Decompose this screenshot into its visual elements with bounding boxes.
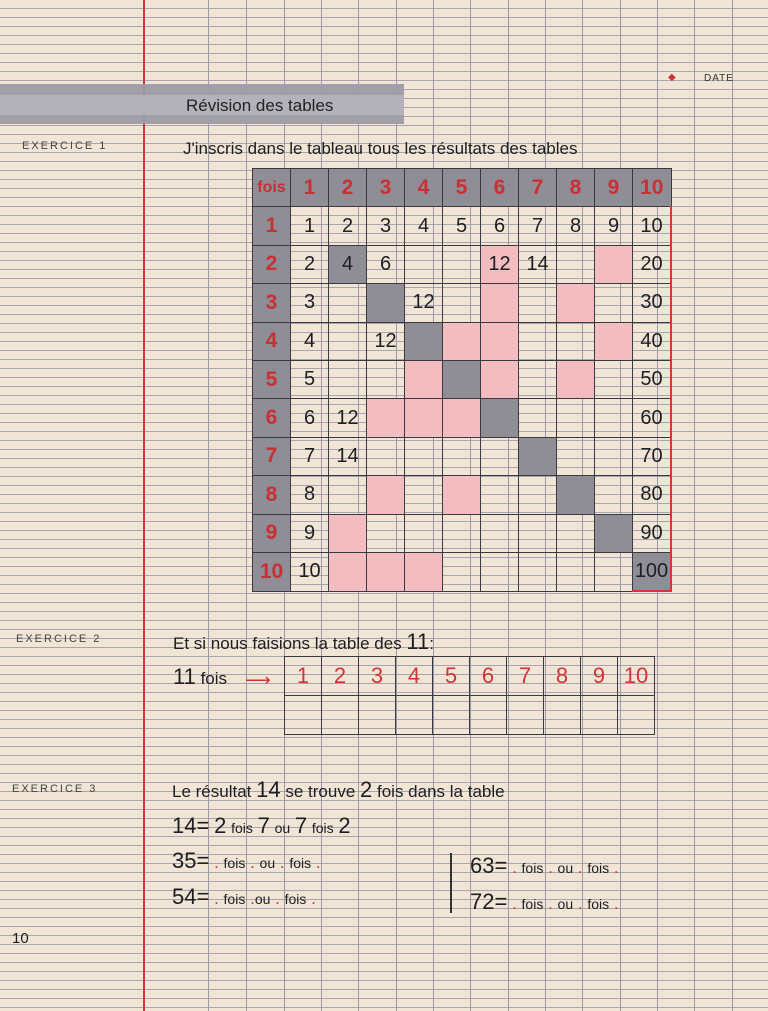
grid-cell[interactable] — [443, 284, 481, 322]
grid-cell[interactable] — [557, 322, 595, 360]
grid-cell[interactable] — [367, 514, 405, 552]
separator-bar — [450, 853, 452, 913]
grid-row-header: 8 — [253, 476, 291, 514]
grid-cell[interactable]: 5 — [291, 360, 329, 398]
grid-cell[interactable] — [519, 514, 557, 552]
grid-cell[interactable] — [481, 552, 519, 591]
grid-cell[interactable] — [481, 322, 519, 360]
item-number: 54 — [172, 884, 197, 909]
grid-cell[interactable] — [595, 437, 633, 475]
grid-cell[interactable]: 12 — [481, 245, 519, 283]
grid-cell[interactable]: 8 — [557, 207, 595, 245]
t11-answer-cell[interactable] — [322, 696, 359, 735]
t11-answer-cell[interactable] — [470, 696, 507, 735]
blank-dot[interactable]: . — [214, 889, 219, 908]
grid-cell[interactable] — [329, 284, 367, 322]
grid-cell[interactable] — [557, 399, 595, 437]
grid-cell[interactable] — [481, 437, 519, 475]
grid-cell[interactable] — [329, 514, 367, 552]
grid-cell[interactable] — [405, 399, 443, 437]
example-result: 14 — [172, 813, 197, 838]
blank-dot[interactable]: . — [311, 889, 316, 908]
grid-cell[interactable]: 3 — [291, 284, 329, 322]
page-title: Révision des tables — [186, 96, 334, 115]
grid-cell[interactable] — [519, 552, 557, 591]
grid-cell[interactable] — [557, 284, 595, 322]
grid-cell[interactable]: 40 — [633, 322, 672, 360]
grid-cell[interactable] — [405, 437, 443, 475]
exercise-1-instruction: J'inscris dans le tableau tous les résultats des tables — [183, 139, 578, 158]
grid-cell[interactable] — [443, 514, 481, 552]
grid-cell[interactable]: 100 — [633, 552, 672, 591]
item-ou: ou — [254, 891, 271, 907]
line1-text-b: se trouve — [285, 782, 356, 801]
grid-cell[interactable] — [367, 284, 405, 322]
grid-col-header: 3 — [367, 169, 405, 207]
exercise-3-line-1 — [172, 777, 505, 803]
grid-cell[interactable]: 30 — [633, 284, 672, 322]
blank-dot[interactable]: . — [577, 894, 583, 913]
example-equals: = — [196, 813, 210, 838]
grid-cell[interactable] — [443, 552, 481, 591]
grid-cell[interactable] — [595, 245, 633, 283]
grid-row — [253, 360, 672, 398]
item-equals: = — [196, 884, 210, 909]
blank-dot[interactable]: . — [577, 858, 583, 877]
blank-dot[interactable]: . — [315, 853, 321, 872]
grid-cell[interactable] — [595, 322, 633, 360]
grid-row-header: 5 — [253, 360, 291, 398]
t11-header-cell: 5 — [433, 657, 470, 696]
grid-cell[interactable] — [519, 322, 557, 360]
multiplication-grid — [252, 168, 672, 592]
blank-dot[interactable]: . — [548, 858, 553, 877]
grid-cell[interactable]: 10 — [291, 552, 329, 591]
grid-cell[interactable] — [367, 437, 405, 475]
t11-header-cell: 7 — [507, 657, 544, 696]
grid-cell[interactable]: 12 — [405, 284, 443, 322]
grid-cell[interactable] — [481, 514, 519, 552]
line1-number-14: 14 — [256, 777, 281, 802]
grid-row-header: 10 — [253, 552, 291, 591]
grid-cell[interactable] — [405, 322, 443, 360]
blank-dot[interactable]: . — [214, 853, 219, 872]
grid-cell[interactable]: 8 — [291, 476, 329, 514]
line1-number-2: 2 — [360, 777, 373, 802]
grid-col-header: 6 — [481, 169, 519, 207]
item-fois: fois — [587, 896, 610, 912]
item-fois: fois — [223, 891, 246, 907]
grid-col-header: 8 — [557, 169, 595, 207]
item-number: 35 — [172, 848, 197, 873]
blank-dot[interactable]: . — [279, 853, 285, 872]
exercise-item-63 — [470, 853, 619, 879]
example-factor-a: 2 — [214, 813, 227, 838]
row-label-word: fois — [200, 669, 228, 688]
grid-cell[interactable]: 20 — [633, 245, 672, 283]
instruction-colon: : — [429, 634, 434, 653]
grid-cell[interactable] — [557, 476, 595, 514]
right-arrow-icon: ⟶ — [245, 670, 271, 690]
grid-cell[interactable] — [443, 437, 481, 475]
grid-row — [253, 552, 672, 591]
grid-row — [253, 284, 672, 322]
grid-cell[interactable] — [557, 437, 595, 475]
grid-cell[interactable] — [405, 476, 443, 514]
grid-cell[interactable]: 3 — [367, 207, 405, 245]
grid-cell[interactable] — [405, 552, 443, 591]
exercise-item-35 — [172, 848, 321, 874]
item-ou: ou — [259, 855, 276, 871]
grid-cell[interactable] — [443, 360, 481, 398]
exercise-3-example — [172, 813, 351, 839]
grid-cell[interactable] — [405, 514, 443, 552]
blank-dot[interactable]: . — [613, 894, 619, 913]
item-equals: = — [494, 889, 508, 914]
grid-cell[interactable]: 7 — [291, 437, 329, 475]
t11-header-cell: 10 — [618, 657, 655, 696]
grid-cell[interactable]: 6 — [367, 245, 405, 283]
example-fois-2: fois — [311, 820, 334, 836]
grid-row — [253, 514, 672, 552]
grid-cell[interactable] — [443, 322, 481, 360]
grid-row-header: 3 — [253, 284, 291, 322]
item-fois: fois — [521, 896, 544, 912]
grid-cell[interactable]: 9 — [595, 207, 633, 245]
grid-cell[interactable] — [557, 552, 595, 591]
grid-row-header: 6 — [253, 399, 291, 437]
grid-cell[interactable]: 60 — [633, 399, 672, 437]
grid-row-header: 1 — [253, 207, 291, 245]
grid-cell[interactable] — [329, 552, 367, 591]
t11-answer-cell[interactable] — [581, 696, 618, 735]
grid-cell[interactable]: 14 — [329, 437, 367, 475]
date-label: DATE — [704, 73, 734, 84]
blank-dot[interactable]: . — [548, 894, 553, 913]
grid-cell[interactable]: 1 — [291, 207, 329, 245]
grid-cell[interactable] — [329, 322, 367, 360]
grid-cell[interactable]: 90 — [633, 514, 672, 552]
grid-col-header: 7 — [519, 169, 557, 207]
grid-row — [253, 245, 672, 283]
grid-cell[interactable] — [329, 476, 367, 514]
instruction-text: Et si nous faisions la table des — [173, 634, 402, 653]
example-factor-c: 7 — [294, 813, 308, 838]
grid-cell[interactable] — [367, 399, 405, 437]
t11-header-cell: 3 — [359, 657, 396, 696]
grid-cell[interactable]: 14 — [519, 245, 557, 283]
grid-cell[interactable]: 5 — [443, 207, 481, 245]
t11-header-cell: 4 — [396, 657, 433, 696]
t11-header-cell: 2 — [322, 657, 359, 696]
grid-cell[interactable] — [443, 399, 481, 437]
grid-cell[interactable] — [329, 360, 367, 398]
t11-header-cell: 8 — [544, 657, 581, 696]
t11-answer-cell[interactable] — [507, 696, 544, 735]
grid-row — [253, 476, 672, 514]
line1-text-a: Le résultat — [172, 782, 252, 801]
margin-line — [143, 0, 145, 1011]
grid-cell[interactable] — [595, 360, 633, 398]
grid-row — [253, 437, 672, 475]
line1-text-c: fois dans la table — [377, 782, 505, 801]
grid-cell[interactable] — [481, 476, 519, 514]
t11-header-cell: 1 — [285, 657, 322, 696]
grid-col-header: 4 — [405, 169, 443, 207]
exercise-1-label: EXERCICE 1 — [22, 140, 108, 152]
grid-col-header: 10 — [633, 169, 672, 207]
t11-header-row — [285, 657, 655, 696]
grid-cell[interactable] — [595, 552, 633, 591]
grid-col-header: 9 — [595, 169, 633, 207]
grid-row-header: 7 — [253, 437, 291, 475]
grid-cell[interactable] — [367, 476, 405, 514]
table-of-11 — [284, 656, 655, 735]
grid-cell[interactable]: 2 — [291, 245, 329, 283]
item-fois: fois — [521, 860, 544, 876]
grid-cell[interactable] — [519, 437, 557, 475]
grid-cell[interactable] — [443, 245, 481, 283]
grid-cell[interactable]: 70 — [633, 437, 672, 475]
grid-cell[interactable] — [595, 399, 633, 437]
grid-row-header: 2 — [253, 245, 291, 283]
row-label-11-fois — [173, 664, 227, 690]
grid-cell[interactable]: 12 — [367, 322, 405, 360]
grid-cell[interactable]: 2 — [329, 207, 367, 245]
exercise-item-54 — [172, 884, 316, 910]
grid-cell[interactable]: 50 — [633, 360, 672, 398]
item-fois: fois — [223, 855, 246, 871]
item-ou: ou — [557, 860, 574, 876]
example-ou: ou — [274, 820, 291, 836]
grid-cell[interactable] — [405, 360, 443, 398]
item-number: 72 — [470, 889, 495, 914]
grid-cell[interactable] — [557, 360, 595, 398]
t11-answer-cell[interactable] — [396, 696, 433, 735]
grid-cell[interactable] — [519, 399, 557, 437]
grid-cell[interactable] — [481, 399, 519, 437]
grid-cell[interactable] — [557, 245, 595, 283]
grid-cell[interactable]: 4 — [405, 207, 443, 245]
grid-cell[interactable]: 6 — [481, 207, 519, 245]
item-equals: = — [494, 853, 508, 878]
grid-col-header: 5 — [443, 169, 481, 207]
t11-answer-cell[interactable] — [285, 696, 322, 735]
page-number: 10 — [12, 930, 29, 947]
t11-answer-row — [285, 696, 655, 735]
grid-row-header: 4 — [253, 322, 291, 360]
grid-cell[interactable] — [557, 514, 595, 552]
blank-dot[interactable]: . — [275, 889, 280, 908]
exercise-3-label: EXERCICE 3 — [12, 783, 98, 795]
paper-line — [732, 0, 733, 1011]
item-ou: ou — [557, 896, 574, 912]
blank-dot[interactable]: . — [250, 853, 255, 872]
exercise-2-instruction — [173, 629, 434, 655]
grid-cell[interactable] — [595, 476, 633, 514]
item-fois: fois — [284, 891, 307, 907]
grid-corner-fois: fois — [253, 169, 291, 207]
item-number: 63 — [470, 853, 495, 878]
instruction-number: 11 — [406, 629, 430, 654]
example-fois-1: fois — [231, 820, 253, 836]
item-fois: fois — [587, 860, 610, 876]
t11-answer-cell[interactable] — [359, 696, 396, 735]
date-arrow-icon: ◆ — [668, 72, 676, 83]
grid-cell[interactable]: 12 — [329, 399, 367, 437]
blank-dot[interactable]: . — [512, 858, 517, 877]
grid-cell[interactable] — [481, 284, 519, 322]
blank-dot[interactable]: . — [250, 889, 255, 908]
example-factor-d: 2 — [338, 813, 351, 838]
example-factor-b: 7 — [257, 813, 270, 838]
item-equals: = — [196, 848, 210, 873]
grid-cell[interactable]: 80 — [633, 476, 672, 514]
grid-cell[interactable] — [481, 360, 519, 398]
grid-row — [253, 322, 672, 360]
grid-cell[interactable] — [367, 552, 405, 591]
exercise-2-label: EXERCICE 2 — [16, 633, 102, 645]
grid-cell[interactable] — [367, 360, 405, 398]
grid-row — [253, 399, 672, 437]
grid-cell[interactable]: 7 — [519, 207, 557, 245]
grid-cell[interactable] — [519, 360, 557, 398]
grid-cell[interactable]: 9 — [291, 514, 329, 552]
blank-dot[interactable]: . — [512, 894, 517, 913]
grid-col-header: 2 — [329, 169, 367, 207]
exercise-item-72 — [470, 889, 619, 915]
row-label-number: 11 — [173, 664, 196, 689]
grid-cell[interactable] — [519, 284, 557, 322]
grid-cell[interactable]: 4 — [329, 245, 367, 283]
grid-header-row — [253, 169, 672, 207]
grid-row-header: 9 — [253, 514, 291, 552]
grid-cell[interactable]: 6 — [291, 399, 329, 437]
grid-cell[interactable] — [443, 476, 481, 514]
paper-line — [694, 0, 695, 1011]
grid-cell[interactable] — [405, 245, 443, 283]
grid-cell[interactable] — [595, 514, 633, 552]
t11-answer-cell[interactable] — [618, 696, 655, 735]
item-fois: fois — [289, 855, 312, 871]
t11-answer-cell[interactable] — [544, 696, 581, 735]
grid-col-header: 1 — [291, 169, 329, 207]
grid-cell[interactable] — [519, 476, 557, 514]
grid-cell[interactable]: 4 — [291, 322, 329, 360]
grid-cell[interactable] — [595, 284, 633, 322]
blank-dot[interactable]: . — [613, 858, 619, 877]
t11-header-cell: 9 — [581, 657, 618, 696]
t11-answer-cell[interactable] — [433, 696, 470, 735]
grid-row — [253, 207, 672, 245]
t11-header-cell: 6 — [470, 657, 507, 696]
grid-cell[interactable]: 10 — [633, 207, 672, 245]
